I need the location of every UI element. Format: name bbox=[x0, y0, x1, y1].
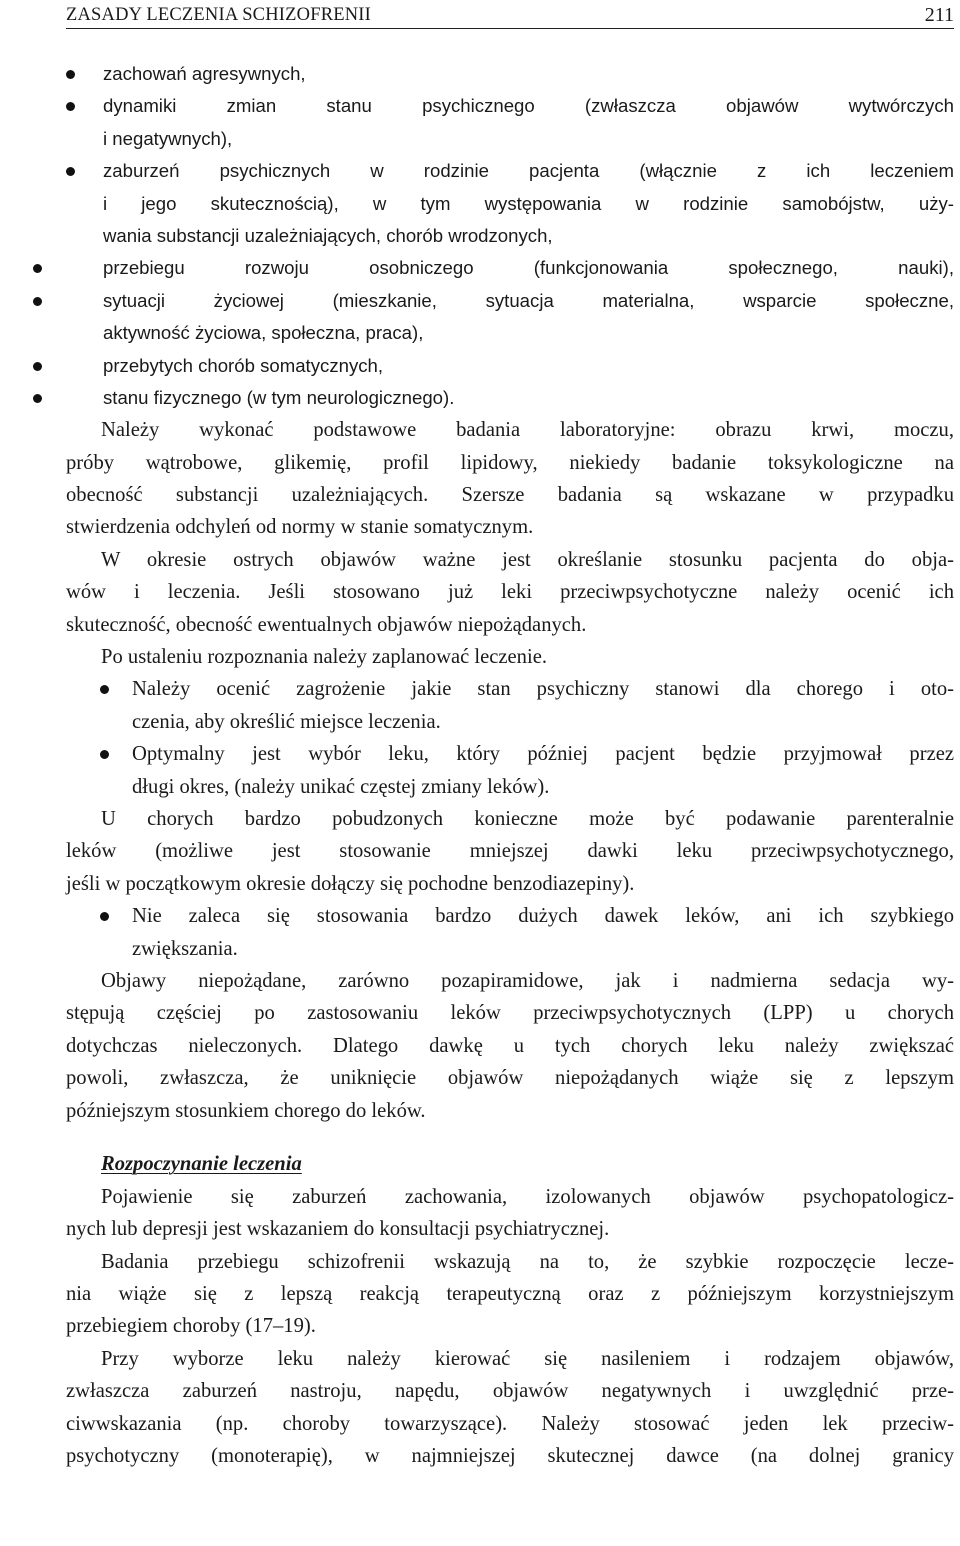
paragraph-line: Przy wyborze leku należy kierować się nasileniem i rodzajem objawów, bbox=[101, 1347, 954, 1370]
paragraph-line: obecność substancji uzależniających. Szersze badania są wskazane w przypadku bbox=[66, 484, 954, 507]
paragraph-line: wów i leczenia. Jeśli stosowano już leki przeciwpsychotyczne należy ocenić ich bbox=[66, 581, 954, 604]
paragraph-line: W okresie ostrych objawów ważne jest określanie stosunku pacjenta do obja- bbox=[101, 548, 954, 571]
paragraph-line: jeśli w początkowym okresie dołączy się pochodne benzodiazepiny). bbox=[66, 872, 635, 895]
paragraph-line: Badania przebiegu schizofrenii wskazują na to, że szybkie rozpoczęcie lecze- bbox=[101, 1250, 954, 1273]
list-item-continuation: czenia, aby określić miejsce leczenia. bbox=[132, 710, 441, 733]
section-heading: Rozpoczynanie leczenia bbox=[101, 1152, 302, 1175]
paragraph-line: psychotyczny (monoterapię), w najmniejszej skutecznej dawce (na dolnej granicy bbox=[66, 1445, 954, 1468]
bullet-icon bbox=[33, 394, 42, 403]
paragraph-line: późniejszym stosunkiem chorego do leków. bbox=[66, 1099, 426, 1122]
paragraph-line: leków (możliwe jest stosowanie mniejszej dawki leku przeciwpsychotycznego, bbox=[66, 840, 954, 863]
paragraph-line: zwłaszcza zaburzeń nastroju, napędu, objawów negatywnych i uwzględnić prze- bbox=[66, 1380, 954, 1403]
bullet-icon bbox=[66, 167, 75, 176]
running-header bbox=[66, 2, 954, 29]
paragraph-line: nych lub depresji jest wskazaniem do konsultacji psychiatrycznej. bbox=[66, 1218, 610, 1241]
list-item: Nie zaleca się stosowania bardzo dużych dawek leków, ani ich szybkiego bbox=[66, 900, 954, 932]
bullet-icon bbox=[33, 297, 42, 306]
list-item: Optymalny jest wybór leku, który później pacjent będzie przyjmował przez bbox=[66, 738, 954, 770]
bullet-icon bbox=[33, 264, 42, 273]
list-item: sytuacji życiowej (mieszkanie, sytuacja materialna, wsparcie społeczne, bbox=[66, 285, 954, 317]
page-body bbox=[66, 58, 954, 1472]
paragraph-line: ciwwskazania (np. choroby towarzyszące). Należy stosować jeden lek przeciw- bbox=[66, 1412, 954, 1435]
list-item: dynamiki zmian stanu psychicznego (zwłaszcza objawów wytwórczych bbox=[66, 90, 954, 122]
bullet-icon bbox=[33, 362, 42, 371]
list-item: Należy ocenić zagrożenie jakie stan psychiczny stanowi dla chorego i oto- bbox=[66, 673, 954, 705]
bullet-icon bbox=[66, 102, 75, 111]
list-item: zaburzeń psychicznych w rodzinie pacjenta (włącznie z ich leczeniem bbox=[66, 155, 954, 187]
paragraph-line: Pojawienie się zaburzeń zachowania, izolowanych objawów psychopatologicz- bbox=[101, 1185, 954, 1208]
paragraph-line: stwierdzenia odchyleń od normy w stanie somatycznym. bbox=[66, 516, 534, 539]
paragraph-line: skuteczność, obecność ewentualnych objawów niepożądanych. bbox=[66, 613, 587, 636]
paragraph-line: Po ustaleniu rozpoznania należy zaplanować leczenie. bbox=[101, 646, 547, 669]
paragraph-line: U chorych bardzo pobudzonych konieczne może być podawanie parenteralnie bbox=[101, 807, 954, 830]
bullet-icon bbox=[66, 70, 75, 79]
list-item-continuation: i negatywnych), bbox=[103, 127, 233, 149]
paragraph-line: próby wątrobowe, glikemię, profil lipidowy, niekiedy badanie toksykologiczne na bbox=[66, 451, 954, 474]
list-item-continuation: wania substancji uzależniających, chorób wrodzonych, bbox=[103, 224, 553, 246]
list-item: stanu fizycznego (w tym neurologicznego). bbox=[66, 382, 954, 414]
list-item-continuation: zwiększania. bbox=[132, 937, 238, 960]
list-item: zachowań agresywnych, bbox=[66, 58, 954, 90]
list-item-continuation: aktywność życiowa, społeczna, praca), bbox=[103, 322, 424, 344]
list-item-continuation: i jego skutecznością), w tym występowania w rodzinie samobójstw, uży- bbox=[103, 192, 954, 214]
list-item: przebytych chorób somatycznych, bbox=[66, 350, 954, 382]
bullet-icon bbox=[100, 750, 109, 759]
paragraph-line: nia wiąże się z lepszą reakcją terapeutyczną oraz z późniejszym korzystniejszym bbox=[66, 1283, 954, 1306]
paragraph-line: stępują częściej po zastosowaniu leków przeciwpsychotycznych (LPP) u chorych bbox=[66, 1002, 954, 1025]
list-item: przebiegu rozwoju osobniczego (funkcjonowania społecznego, nauki), bbox=[66, 252, 954, 284]
paragraph-line: przebiegiem choroby (17–19). bbox=[66, 1315, 316, 1338]
paragraph-line: Objawy niepożądane, zarówno pozapiramidowe, jak i nadmierna sedacja wy- bbox=[101, 969, 954, 992]
chapter-title: ZASADY LECZENIA SCHIZOFRENII bbox=[66, 5, 372, 25]
paragraph-line: dotychczas nieleczonych. Dlatego dawkę u tych chorych leku należy zwiększać bbox=[66, 1034, 954, 1057]
page-number: 211 bbox=[924, 4, 954, 26]
bullet-icon bbox=[100, 685, 109, 694]
list-item-continuation: długi okres, (należy unikać częstej zmiany leków). bbox=[132, 775, 550, 798]
paragraph-line: powoli, zwłaszcza, że uniknięcie objawów niepożądanych wiąże się z lepszym bbox=[66, 1067, 954, 1090]
paragraph-line: Należy wykonać podstawowe badania laboratoryjne: obrazu krwi, moczu, bbox=[101, 419, 954, 442]
bullet-icon bbox=[100, 912, 109, 921]
